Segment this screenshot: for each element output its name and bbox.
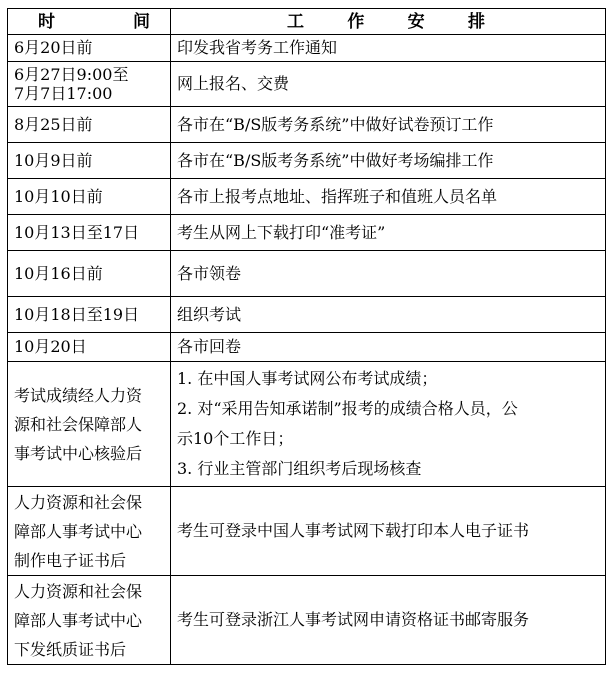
table-row <box>8 297 606 333</box>
work-text: 各市回卷 <box>177 337 242 356</box>
work-text: 各市在“B/S版考务系统”中做好考场编排工作 <box>177 150 494 170</box>
work-text: 考生可登录中国人事考试网下载打印本人电子证书 <box>177 521 530 540</box>
work-text: 1. 在中国人事考试网公布考试成绩； <box>177 369 438 388</box>
time-cell <box>8 215 171 251</box>
time-cell <box>8 35 171 62</box>
work-cell <box>171 576 606 665</box>
time-cell <box>8 143 171 179</box>
time-text: 人力资源和社会保 <box>14 581 143 601</box>
work-text: 各市上报考点地址、指挥班子和值班人员名单 <box>177 186 498 206</box>
work-text: 3. 行业主管部门组织考后现场核查 <box>177 459 422 478</box>
time-text: 10月9日前 <box>14 150 93 170</box>
time-text: 障部人事考试中心 <box>14 610 143 630</box>
schedule-table <box>7 8 606 665</box>
time-text: 10月20日 <box>14 337 87 356</box>
time-cell <box>8 179 171 215</box>
work-cell <box>171 487 606 576</box>
time-text: 考试成绩经人力资 <box>14 385 143 405</box>
table-row <box>8 62 606 107</box>
time-cell <box>8 333 171 362</box>
table-row <box>8 35 606 62</box>
table-row <box>8 251 606 297</box>
time-cell <box>8 297 171 333</box>
header-work-char: 工 <box>287 11 304 32</box>
work-cell <box>171 107 606 143</box>
work-text: 组织考试 <box>177 304 242 324</box>
time-cell <box>8 251 171 297</box>
time-cell <box>8 362 171 487</box>
time-cell <box>8 487 171 576</box>
work-cell <box>171 62 606 107</box>
work-cell <box>171 143 606 179</box>
time-text: 10月10日前 <box>14 186 103 206</box>
work-text: 各市在“B/S版考务系统”中做好试卷预订工作 <box>177 114 494 134</box>
time-text: 人力资源和社会保 <box>14 492 143 512</box>
work-cell <box>171 333 606 362</box>
table-row <box>8 143 606 179</box>
header-row <box>8 9 606 35</box>
time-text: 6月20日前 <box>14 38 93 57</box>
table-row <box>8 576 606 665</box>
header-work-char: 作 <box>347 11 365 32</box>
time-text: 源和社会保障部人 <box>14 414 143 434</box>
time-text: 6月27日9:00至 <box>14 65 129 84</box>
time-cell <box>8 62 171 107</box>
time-text: 10月16日前 <box>14 263 103 283</box>
time-cell <box>8 107 171 143</box>
table-row <box>8 215 606 251</box>
table-row <box>8 179 606 215</box>
work-text: 网上报名、交费 <box>177 74 290 93</box>
table-row <box>8 487 606 576</box>
header-time-char: 间 <box>133 11 150 32</box>
work-text: 考生可登录浙江人事考试网申请资格证书邮寄服务 <box>177 610 530 629</box>
time-cell <box>8 576 171 665</box>
time-text: 10月18日至19日 <box>14 304 140 324</box>
header-work-char: 安 <box>407 11 425 32</box>
work-cell <box>171 297 606 333</box>
time-text: 10月13日至17日 <box>14 222 140 242</box>
work-text: 各市领卷 <box>177 263 242 283</box>
header-time-char: 时 <box>38 11 55 32</box>
time-text: 8月25日前 <box>14 114 93 134</box>
work-cell <box>171 215 606 251</box>
work-text: 2. 对“采用告知承诺制”报考的成绩合格人员，公 <box>177 399 518 418</box>
time-text: 事考试中心核验后 <box>14 443 143 463</box>
work-cell <box>171 251 606 297</box>
table-row <box>8 107 606 143</box>
time-text: 7月7日17:00 <box>14 84 113 103</box>
header-work <box>171 9 606 35</box>
header-time <box>8 9 171 35</box>
work-cell <box>171 35 606 62</box>
time-text: 下发纸质证书后 <box>14 639 127 659</box>
time-text: 制作电子证书后 <box>14 550 127 570</box>
table-row <box>8 333 606 362</box>
work-cell <box>171 362 606 487</box>
work-text: 印发我省考务工作通知 <box>177 38 338 57</box>
header-work-char: 排 <box>467 11 485 32</box>
time-text: 障部人事考试中心 <box>14 521 143 541</box>
table-row <box>8 362 606 487</box>
work-text: 示10个工作日； <box>177 429 294 448</box>
work-text: 考生从网上下载打印“准考证” <box>177 222 386 242</box>
work-cell <box>171 179 606 215</box>
